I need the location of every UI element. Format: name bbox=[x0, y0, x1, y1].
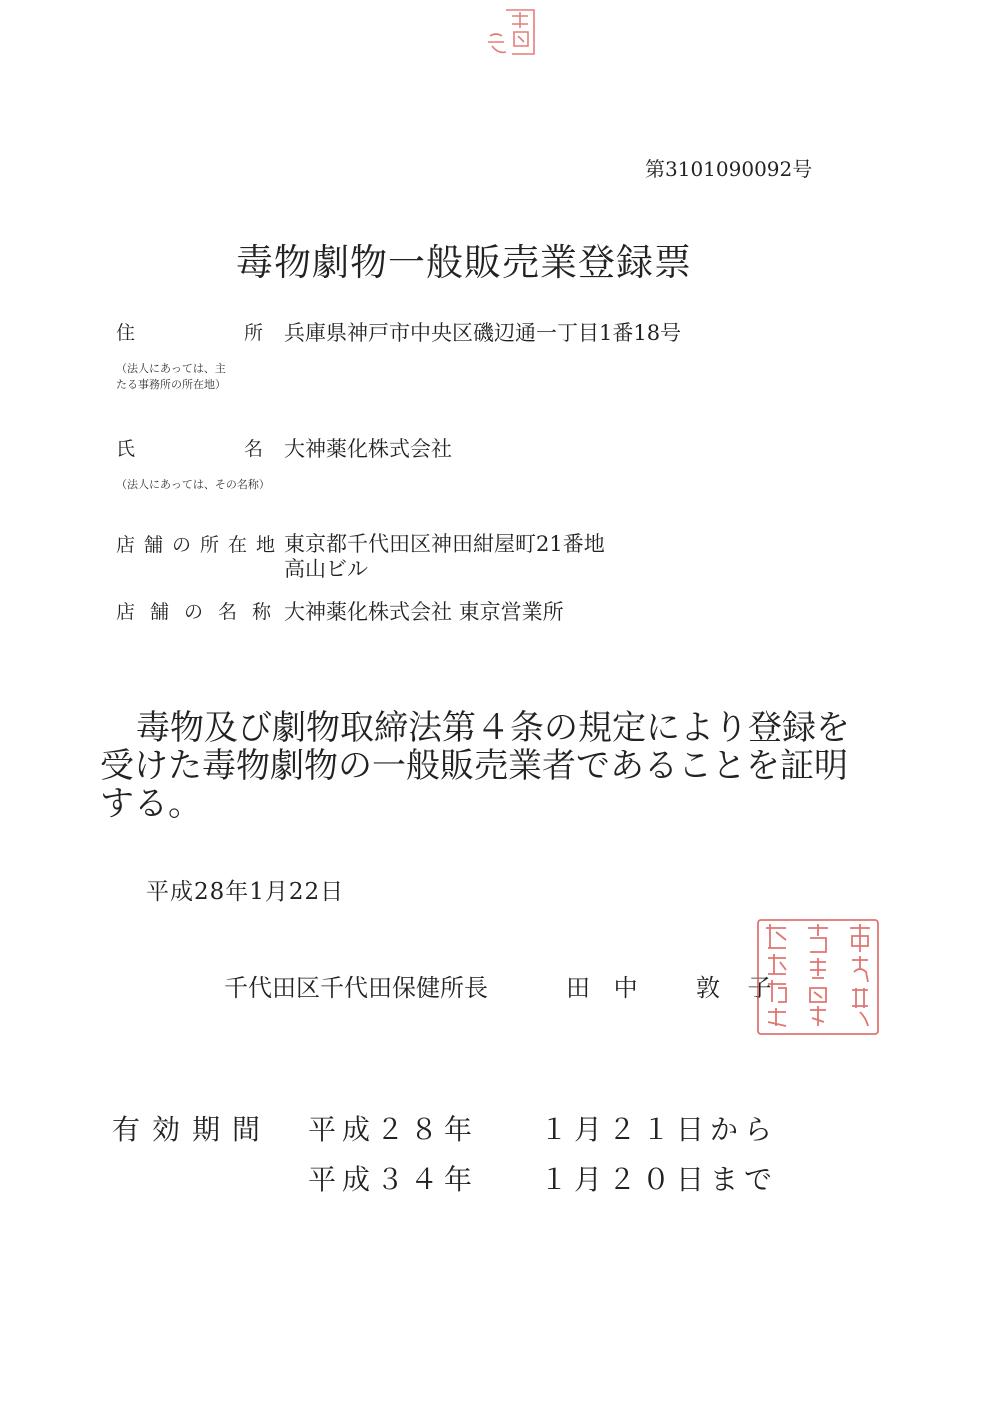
validity-from-month-day: １月２１日から bbox=[540, 1113, 779, 1146]
official-seal bbox=[756, 918, 880, 1036]
address-note-line1: （法人にあっては、主 bbox=[116, 362, 226, 375]
issuer-given-name: 敦 子 bbox=[696, 974, 782, 1002]
statement-line1: 毒物及び劇物取締法第４条の規定により登録を bbox=[136, 708, 850, 748]
statement-line3: する。 bbox=[100, 784, 202, 824]
issue-date: 平成28年1月22日 bbox=[146, 879, 345, 905]
store-location-label: 店舗の所在地 bbox=[116, 534, 285, 556]
top-seal-stamp bbox=[482, 6, 544, 60]
store-location-value-line2: 高山ビル bbox=[284, 557, 368, 581]
name-label-char2: 名 bbox=[244, 438, 264, 460]
name-note: （法人にあっては、その名称） bbox=[116, 478, 270, 491]
address-label-char1: 住 bbox=[116, 322, 136, 344]
name-value: 大神薬化株式会社 bbox=[284, 437, 452, 461]
validity-to-month-day: １月２０日まで bbox=[540, 1163, 779, 1196]
address-value: 兵庫県神戸市中央区磯辺通一丁目1番18号 bbox=[284, 321, 682, 345]
issuer-surname: 田 中 bbox=[566, 974, 646, 1002]
validity-from-era-year: 平成２８年 bbox=[308, 1113, 479, 1146]
validity-label: 有効期間 bbox=[112, 1113, 273, 1146]
address-note-line2: たる事務所の所在地） bbox=[116, 378, 226, 391]
certificate-number: 第3101090092号 bbox=[645, 157, 813, 181]
store-name-value: 大神薬化株式会社 東京営業所 bbox=[284, 600, 564, 624]
store-location-value-line1: 東京都千代田区神田紺屋町21番地 bbox=[284, 532, 605, 556]
statement-line2: 受けた毒物劇物の一般販売業者であることを証明 bbox=[100, 746, 848, 786]
store-name-label: 店舗の名称 bbox=[116, 601, 287, 623]
issuer-title: 千代田区千代田保健所長 bbox=[224, 974, 488, 1002]
document-title: 毒物劇物一般販売業登録票 bbox=[236, 241, 692, 284]
validity-to-era-year: 平成３４年 bbox=[308, 1163, 479, 1196]
name-label-char1: 氏 bbox=[116, 438, 136, 460]
address-label-char2: 所 bbox=[244, 322, 264, 344]
